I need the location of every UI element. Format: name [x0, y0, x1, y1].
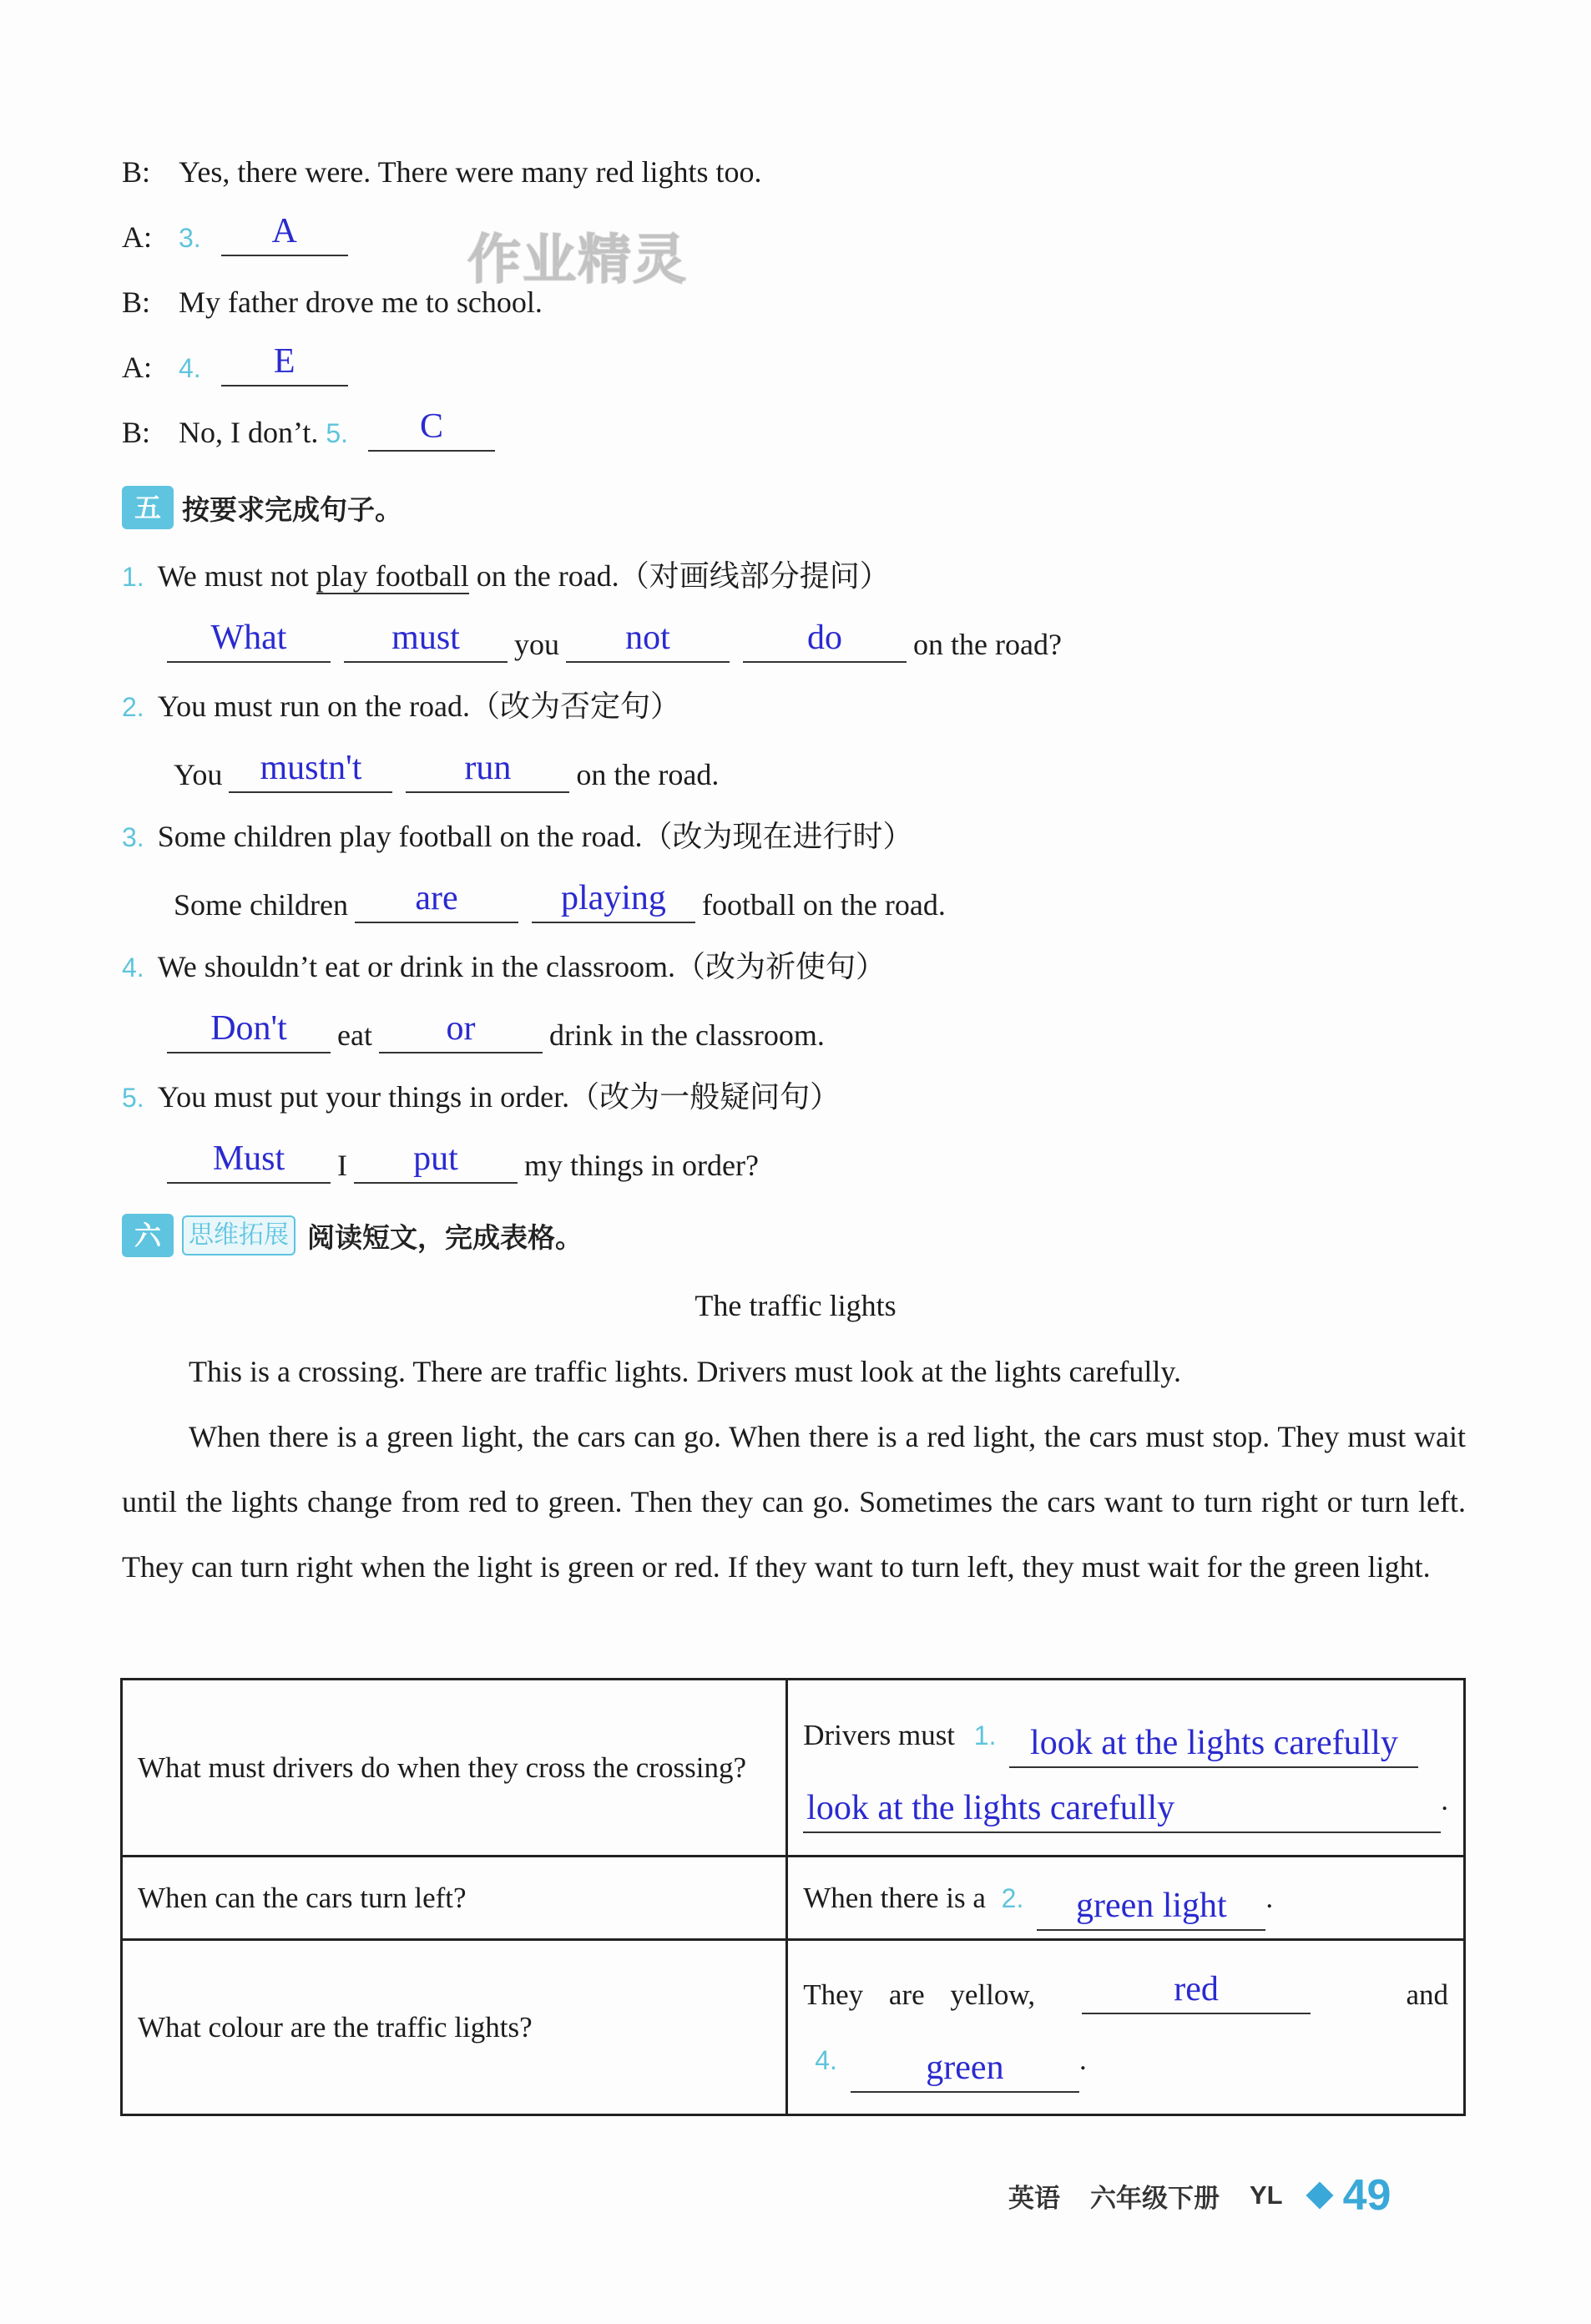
item-number: 3. [179, 223, 201, 253]
answer-blank[interactable] [167, 1009, 331, 1053]
answer-text: not [625, 619, 670, 657]
answer-text: A [271, 212, 297, 250]
question-text: You must put your things in order. [157, 1080, 570, 1114]
answer-blank[interactable] [1037, 1886, 1265, 1931]
question-text: We must not [157, 559, 316, 593]
answer-blank[interactable] [406, 749, 569, 793]
word: you [514, 628, 559, 661]
item-number: 4. [179, 353, 201, 383]
footer-subject: 英语 [1008, 2183, 1060, 2214]
dialogue-line-5 [122, 407, 502, 452]
sentence-tail: football on the road. [701, 888, 946, 922]
answer-blank[interactable] [743, 619, 907, 663]
dialogue-line-4 [122, 342, 355, 386]
word: eat [337, 1018, 372, 1052]
section-badge: 六 [122, 1214, 174, 1257]
word: and [1406, 1978, 1448, 2011]
question-text: We shouldn’t eat or drink in the classroom. [157, 950, 676, 983]
section-title: 阅读短文，完成表格。 [307, 1220, 583, 1254]
answer-text: Don't [210, 1009, 287, 1048]
answer-blank[interactable] [1082, 1969, 1311, 2014]
answer-line-3 [174, 879, 946, 923]
answer-blank[interactable] [229, 749, 392, 793]
answer-text: red [1174, 1969, 1219, 2008]
answer-blank[interactable] [354, 1139, 518, 1184]
word: I [337, 1149, 347, 1182]
answer-table [120, 1678, 1466, 2116]
period: . [1441, 1783, 1448, 1816]
answer-blank[interactable] [355, 879, 518, 923]
answer-blank[interactable] [566, 619, 730, 663]
answer-text: do [807, 619, 842, 657]
answer-blank[interactable] [167, 1139, 331, 1184]
word: Some children [174, 888, 348, 922]
question-2 [122, 688, 680, 725]
answer-text: look at the lights carefully [806, 1788, 1175, 1827]
question-1 [122, 558, 890, 595]
item-number: 1. [122, 562, 144, 592]
answer-blank[interactable] [851, 2048, 1079, 2093]
period: . [1265, 1881, 1274, 1914]
sentence-tail: on the road? [913, 628, 1062, 661]
question-text: You must run on the road. [157, 690, 471, 723]
answer-blank[interactable] [1009, 1723, 1418, 1768]
dialogue-line-2 [122, 212, 355, 256]
item-number: 4. [122, 952, 144, 983]
answer-prefix: They are yellow, [803, 1978, 1036, 2011]
instruction: （对画线部分提问） [619, 559, 890, 593]
table-row [122, 1940, 1465, 2115]
dialogue-line-1 [122, 154, 761, 190]
answer-text: or [446, 1009, 476, 1048]
answer-text: Must [212, 1139, 285, 1178]
answer-text: put [413, 1139, 458, 1178]
item-number: 3. [122, 822, 144, 852]
answer-text: playing [560, 879, 666, 917]
item-number: 5. [122, 1083, 144, 1113]
footer-edition: YL [1250, 2180, 1283, 2210]
table-row [122, 1680, 1465, 1857]
answer-blank[interactable] [167, 619, 331, 663]
answer-text: must [391, 619, 460, 657]
question-4 [122, 948, 886, 986]
instruction: （改为祈使句） [675, 950, 886, 983]
answer-text: green [926, 2048, 1004, 2087]
item-number: 5. [326, 418, 349, 448]
speaker: B: [122, 155, 151, 189]
page-footer [1008, 2170, 1391, 2220]
section-tag: 思维拓展 [182, 1215, 295, 1255]
answer-blank[interactable] [803, 1788, 1441, 1833]
table-row [122, 1857, 1465, 1940]
answer-prefix: Drivers must [803, 1718, 956, 1751]
answer-line-4 [167, 1009, 825, 1053]
section-title: 按要求完成句子。 [182, 493, 402, 526]
item-number: 2. [122, 692, 144, 722]
instruction: （改为现在进行时） [642, 820, 913, 853]
section-6-header [122, 1212, 583, 1259]
table-question: What colour are the traffic lights? [122, 1940, 787, 2115]
item-number: 4. [815, 2044, 837, 2075]
table-answer-cell [787, 1940, 1465, 2115]
speaker: B: [122, 285, 151, 319]
item-number: 1. [973, 1720, 997, 1751]
underlined-phrase: play football [316, 559, 469, 593]
passage-paragraph: When there is a green light, the cars can go. When there is a red light, the cars must stop. They must wait until the lights change from red to green. Then they can go. Sometimes the cars want to turn right or turn left. They can turn right when the light is green or red. If they want to turn left, they must wait for the green light. [122, 1420, 1466, 1584]
section-badge: 五 [122, 486, 174, 529]
instruction: （改为一般疑问句） [569, 1080, 841, 1114]
answer-prefix: When there is a [803, 1881, 986, 1914]
dialogue-text: No, I don’t. [179, 416, 319, 449]
answer-line-1 [167, 619, 1062, 663]
sentence-tail: my things in order? [524, 1149, 759, 1182]
dialogue-text: Yes, there were. There were many red lights too. [179, 155, 762, 189]
answer-text: C [420, 407, 444, 446]
period: . [1078, 2043, 1087, 2076]
sentence-tail: drink in the classroom. [548, 1018, 825, 1052]
answer-blank[interactable] [379, 1009, 543, 1053]
table-answer-cell [787, 1857, 1465, 1940]
answer-text: green light [1075, 1886, 1227, 1925]
answer-blank[interactable] [221, 342, 348, 386]
section-5-header [122, 484, 402, 531]
answer-text: What [210, 619, 287, 657]
dialogue-text: My father drove me to school. [179, 285, 543, 319]
word: You [174, 758, 223, 791]
answer-text: E [273, 342, 295, 381]
question-3 [122, 818, 913, 856]
speaker: A: [122, 351, 152, 384]
diamond-icon [1308, 2184, 1331, 2207]
answer-line-2 [174, 749, 720, 793]
watermark: 作业精灵 [467, 230, 688, 291]
answer-text: are [415, 879, 458, 917]
footer-grade: 六年级下册 [1090, 2183, 1220, 2214]
speaker: B: [122, 416, 151, 449]
answer-text: run [464, 749, 512, 787]
passage-paragraph: This is a crossing. There are traffic lights. Drivers must look at the lights carefully. [189, 1355, 1182, 1388]
answer-text: look at the lights carefully [1030, 1723, 1398, 1762]
sentence-tail: on the road. [576, 758, 720, 791]
answer-blank[interactable] [532, 879, 695, 923]
passage [122, 1339, 1466, 1599]
question-5 [122, 1079, 840, 1116]
instruction: （改为否定句） [470, 690, 681, 723]
table-answer-cell [787, 1680, 1465, 1857]
speaker: A: [122, 220, 152, 254]
answer-blank[interactable] [368, 407, 495, 452]
answer-text: mustn't [260, 749, 362, 787]
item-number: 2. [1001, 1882, 1024, 1913]
question-text: Some children play football on the road. [157, 820, 643, 853]
answer-blank[interactable] [221, 212, 348, 256]
answer-blank[interactable] [344, 619, 508, 663]
table-question: When can the cars turn left? [122, 1857, 787, 1940]
answer-line-5 [167, 1139, 759, 1184]
page-number: 49 [1342, 2171, 1391, 2220]
question-text: on the road. [468, 559, 619, 593]
table-question: What must drivers do when they cross the crossing? [122, 1680, 787, 1857]
passage-title: The traffic lights [694, 1289, 897, 1322]
